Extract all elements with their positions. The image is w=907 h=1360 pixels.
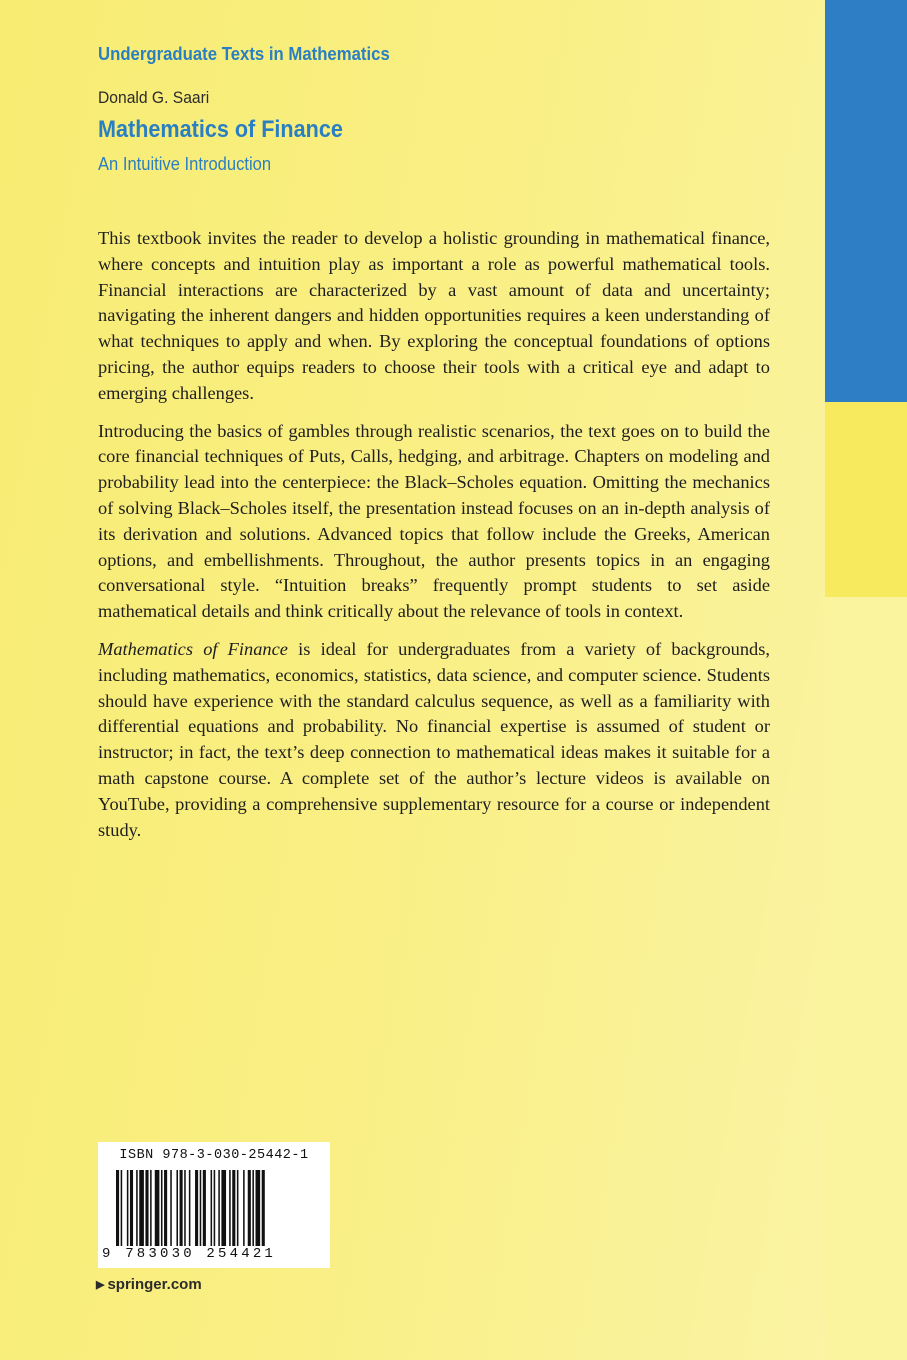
- book-title-italic: Mathematics of Finance: [98, 638, 288, 659]
- barcode-bar: [127, 1170, 129, 1246]
- barcode-bar: [218, 1170, 220, 1246]
- arrow-right-icon: ▶: [96, 1279, 105, 1291]
- blurb-paragraph-3-rest: is ideal for undergraduates from a variety of backgrounds, including mathematics, economics, statistics, data science, and computer science. Students should have experience with the standard calculus sequence, as well as a familiarity with differential equations and probability. No financial expertise is assumed of student or instructor; in fact, the text’s deep connection to mathematical ideas makes it suitable for a math capstone course. A complete set of the author’s lecture videos is available on YouTube, providing a comprehensive supplementary resource for a course or independent study.: [98, 638, 770, 840]
- barcode-bar: [203, 1170, 206, 1246]
- book-title: Mathematics of Finance: [98, 116, 343, 143]
- barcode-bar: [121, 1170, 123, 1246]
- barcode-bar: [232, 1170, 235, 1246]
- barcode-bar: [256, 1170, 261, 1246]
- barcode-bar: [116, 1170, 119, 1246]
- barcode-bar: [237, 1170, 239, 1246]
- blurb-paragraph-2: Introducing the basics of gambles through realistic scenarios, the text goes on to build the core financial techniques of Puts, Calls, hedging, and arbitrage. Chapters on modeling and probability lead into the centerpiece: the Black–Scholes equation. Omitting the mechanics of solving Black–Scholes itself, the presentation instead focuses on an in-depth analysis of its derivation and solutions. Advanced topics that follow include the Greeks, American options, and embellishments. Throughout, the author presents topics in an engaging conversational style. “Intuition breaks” frequently prompt students to set aside mathematical details and think critically about the relevance of tools in context.: [98, 420, 770, 622]
- barcode-bar: [155, 1170, 160, 1246]
- isbn-label: ISBN 978-3-030-25442-1: [119, 1148, 309, 1163]
- author-name: Donald G. Saari: [98, 88, 210, 107]
- barcode-bar: [139, 1170, 144, 1246]
- stripe-light-block: [825, 597, 907, 1360]
- barcode-bar: [145, 1170, 148, 1246]
- barcode-bar: [248, 1170, 251, 1246]
- isbn-barcode: [98, 1142, 330, 1268]
- barcode-bar: [221, 1170, 226, 1246]
- barcode-bar: [161, 1170, 163, 1246]
- barcode-digits: 9 783030 254421: [102, 1246, 277, 1262]
- barcode-bar: [176, 1170, 178, 1246]
- barcode-bar: [243, 1170, 245, 1246]
- barcode-bar: [136, 1170, 138, 1246]
- barcode-bar: [229, 1170, 231, 1246]
- publisher-link[interactable]: [96, 1276, 202, 1293]
- barcode-bar: [180, 1170, 183, 1246]
- side-color-stripe: [825, 0, 907, 1360]
- barcode-bar: [214, 1170, 216, 1246]
- book-subtitle: An Intuitive Introduction: [98, 154, 272, 174]
- barcode-bar: [184, 1170, 186, 1246]
- barcode-bar: [150, 1170, 152, 1246]
- barcode-bar: [170, 1170, 172, 1246]
- stripe-blue-block: [825, 0, 907, 402]
- barcode-bar: [252, 1170, 254, 1246]
- barcode-bar: [130, 1170, 133, 1246]
- series-name: Undergraduate Texts in Mathematics: [98, 44, 390, 64]
- barcode-bars: [116, 1170, 312, 1246]
- blurb-text: [98, 226, 770, 855]
- publisher-url: springer.com: [107, 1276, 202, 1293]
- stripe-yellow-block: [825, 402, 907, 597]
- barcode-bar: [211, 1170, 213, 1246]
- blurb-paragraph-1: This textbook invites the reader to develop a holistic grounding in mathematical finance, where concepts and intuition play as important a role as powerful mathematical tools. Financial interactions are characterized by a vast amount of data and uncertainty; navigating the inherent dangers and hidden opportunities requires a keen understanding of what techniques to apply and when. By exploring the conceptual foundations of options pricing, the author equips readers to choose their tools with a critical eye and adapt to emerging challenges.: [98, 228, 770, 403]
- barcode-bar: [189, 1170, 191, 1246]
- barcode-bar: [200, 1170, 202, 1246]
- blurb-paragraph-3: [98, 637, 770, 843]
- barcode-bar: [164, 1170, 167, 1246]
- barcode-bar: [262, 1170, 265, 1246]
- barcode-bar: [195, 1170, 198, 1246]
